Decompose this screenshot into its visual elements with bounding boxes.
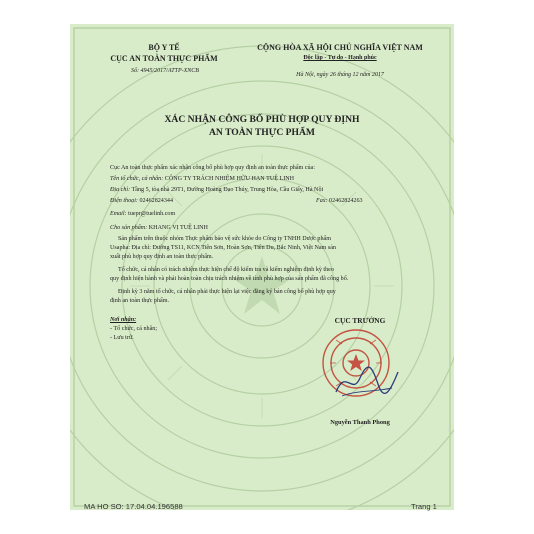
fax-line [316,197,363,206]
recipient-item: - Lưu trữ. [110,335,134,341]
organization-line [110,175,294,184]
signatory-title: CỤC TRƯỞNG [334,316,386,325]
email-label: Email: [110,211,127,217]
page-number: Trang 1 [411,502,437,511]
country-name: CỘNG HÒA XÃ HỘI CHỦ NGHĨA VIỆT NAM [257,43,423,52]
address-label: Địa chỉ: [110,187,131,193]
product-value: KHANG VỊ TUỆ LINH [148,225,208,231]
fax-value: 02462824263 [329,198,363,204]
signatory-name: Nguyễn Thanh Phong [330,419,390,426]
ministry-name: BỘ Y TẾ [148,43,180,52]
email-value: tuepr@tuelinh.com [128,211,176,217]
document-subtitle: AN TOÀN THỰC PHẨM [209,127,315,138]
document-title: XÁC NHẬN CÔNG BỐ PHÙ HỢP QUY ĐỊNH [164,114,360,125]
place-and-date: Hà Nội, ngày 26 tháng 12 năm 2017 [296,72,384,78]
product-line [110,224,208,233]
recipients-label: Nơi nhận: [110,317,137,323]
record-number: MA HO SO: 17.04.04.196588 [84,502,183,511]
certificate-page [70,24,454,510]
document-number: Số: 4945/2017/ATTP-XNCB [131,68,199,74]
signature-scribble [332,362,402,402]
intro-text: Cục An toàn thực phẩm xác nhận công bố phù hợp quy định an toàn thực phẩm của: [110,165,315,171]
national-motto: Độc lập - Tự do - Hạnh phúc [303,55,377,61]
department-name: CỤC AN TOÀN THỰC PHẨM [110,54,218,63]
phone-line [110,197,173,206]
paragraph-1-line-3: xuất phù hợp quy định an toàn thực phẩm. [110,254,214,260]
address-line [110,186,323,195]
phone-value: 02462824344 [139,198,173,204]
paragraph-1-line-1: Sản phẩm trên thuộc nhóm Thực phẩm bảo vệ sức khỏe do Công ty TNHH Dược phẩm [118,236,331,242]
phone-label: Điện thoại: [110,198,138,204]
recipient-item: - Tổ chức, cá nhân; [110,326,158,332]
paragraph-3-line-1: Định kỳ 3 năm tổ chức, cá nhân phải thực hiện lại việc đăng ký bản công bố phù hợp quy [118,289,336,295]
paragraph-1-line-2: Usapha: Địa chỉ: Đường TS11, KCN Tiên Sơn, Hoàn Sơn, Tiên Du, Bắc Ninh, Việt Nam sản [110,245,336,251]
paragraph-3-line-2: định an toàn thực phẩm. [110,298,169,304]
product-label: Cho sản phẩm: [110,225,148,231]
paragraph-2-line-1: Tổ chức, cá nhân có trách nhiệm thực hiện chế độ kiểm tra và kiểm nghiệm định kỳ theo [118,267,334,273]
address-value: Tầng 5, tòa nhà 29T1, Đường Hoàng Đạo Thúy, Trung Hòa, Cầu Giấy, Hà Nội [131,187,324,193]
fax-label: Fax: [316,198,328,204]
organization-value: CÔNG TY TRÁCH NHIỆM HỮU HẠN TUỆ LINH [164,176,295,182]
organization-label: Tên tổ chức, cá nhân: [110,176,164,182]
paragraph-2-line-2: quy định hiện hành và phải hoàn toàn chịu trách nhiệm về tính phù hợp của sản phẩm đã công bố. [110,276,349,282]
email-line [110,210,175,219]
